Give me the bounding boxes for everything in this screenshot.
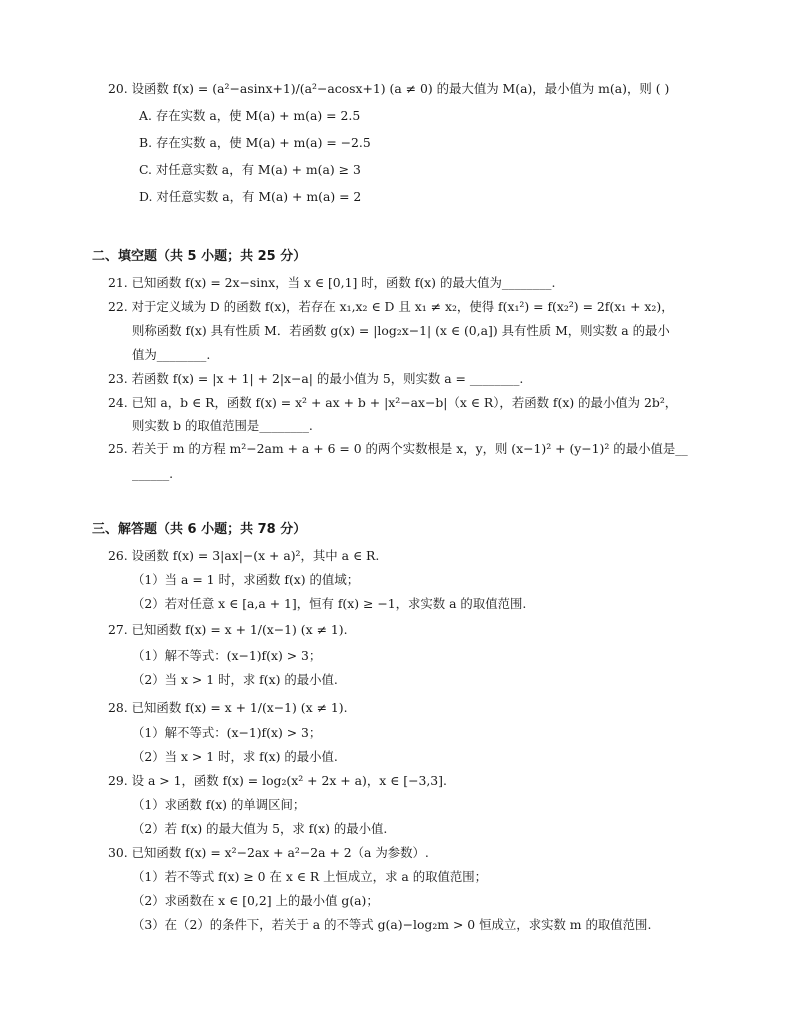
question-21: 21. 已知函数 f(x) = 2x−sinx，当 x ∈ [0,1] 时，函数 f(x) 的最大值为________. (108, 275, 556, 290)
question-28: 28. 已知函数 f(x) = x + 1/(x−1) (x ≠ 1). (108, 700, 348, 715)
question-29-part-2: （2）若 f(x) 的最大值为 5，求 f(x) 的最小值. (132, 821, 388, 836)
question-24-line-1: 24. 已知 a，b ∈ R，函数 f(x) = x² + ax + b + |x²−ax−b|（x ∈ R），若函数 f(x) 的最小值为 2b²， (108, 395, 678, 410)
question-30-part-1: （1）若不等式 f(x) ≥ 0 在 x ∈ R 上恒成立，求 a 的取值范围； (132, 869, 488, 884)
question-28-part-2: （2）当 x > 1 时，求 f(x) 的最小值. (132, 749, 338, 764)
question-30-part-3: （3）在（2）的条件下，若关于 a 的不等式 g(a)−log₂m > 0 恒成立，求实数 m 的取值范围. (132, 917, 652, 932)
question-27-part-2: （2）当 x > 1 时，求 f(x) 的最小值. (132, 672, 338, 687)
question-28-part-1: （1）解不等式：(x−1)f(x) > 3； (132, 725, 322, 740)
question-30-part-2: （2）求函数在 x ∈ [0,2] 上的最小值 g(a)； (132, 893, 379, 908)
question-27-part-1: （1）解不等式：(x−1)f(x) > 3； (132, 648, 322, 663)
question-20-option-a: A. 存在实数 a，使 M(a) + m(a) = 2.5 (139, 108, 361, 123)
question-26-part-1: （1）当 a = 1 时，求函数 f(x) 的值域； (132, 572, 360, 587)
question-20-option-b: B. 存在实数 a，使 M(a) + m(a) = −2.5 (139, 135, 371, 150)
question-29: 29. 设 a > 1，函数 f(x) = log₂(x² + 2x + a)，x ∈ [−3,3]. (108, 773, 447, 788)
question-26: 26. 设函数 f(x) = 3|ax|−(x + a)²，其中 a ∈ R. (108, 548, 380, 563)
question-20-stem: 20. 设函数 f(x) = (a²−asinx+1)/(a²−acosx+1) (a ≠ 0) 的最大值为 M(a)，最小值为 m(a)，则 ( ) (108, 81, 670, 96)
question-25-line-1: 25. 若关于 m 的方程 m²−2am + a + 6 = 0 的两个实数根是 x，y，则 (x−1)² + (y−1)² 的最小值是__ (108, 441, 688, 456)
question-20-option-d: D. 对任意实数 a，有 M(a) + m(a) = 2 (139, 189, 362, 204)
question-30: 30. 已知函数 f(x) = x²−2ax + a²−2a + 2（a 为参数）. (108, 845, 429, 860)
question-29-part-1: （1）求函数 f(x) 的单调区间； (132, 797, 306, 812)
question-20-option-c: C. 对任意实数 a，有 M(a) + m(a) ≥ 3 (139, 162, 361, 177)
question-22-line-3: 值为________. (132, 347, 211, 362)
question-24-line-2: 则实数 b 的取值范围是________. (132, 418, 313, 433)
question-22-line-1: 22. 对于定义域为 D 的函数 f(x)，若存在 x₁,x₂ ∈ D 且 x₁ ≠ x₂，使得 f(x₁²) = f(x₂²) = 2f(x₁ + x₂)， (108, 299, 674, 314)
question-27: 27. 已知函数 f(x) = x + 1/(x−1) (x ≠ 1). (108, 622, 348, 637)
question-26-part-2: （2）若对任意 x ∈ [a,a + 1]，恒有 f(x) ≥ −1，求实数 a 的取值范围. (132, 596, 527, 611)
section-3-heading: 三、解答题（共 6 小题；共 78 分） (92, 522, 307, 537)
question-25-line-2: ______. (132, 466, 174, 481)
question-22-line-2: 则称函数 f(x) 具有性质 M．若函数 g(x) = |log₂x−1| (x ∈ (0,a]) 具有性质 M，则实数 a 的最小 (132, 323, 670, 338)
section-2-heading: 二、填空题（共 5 小题；共 25 分） (92, 249, 307, 264)
question-23: 23. 若函数 f(x) = |x + 1| + 2|x−a| 的最小值为 5，则实数 a = ________. (108, 371, 524, 386)
